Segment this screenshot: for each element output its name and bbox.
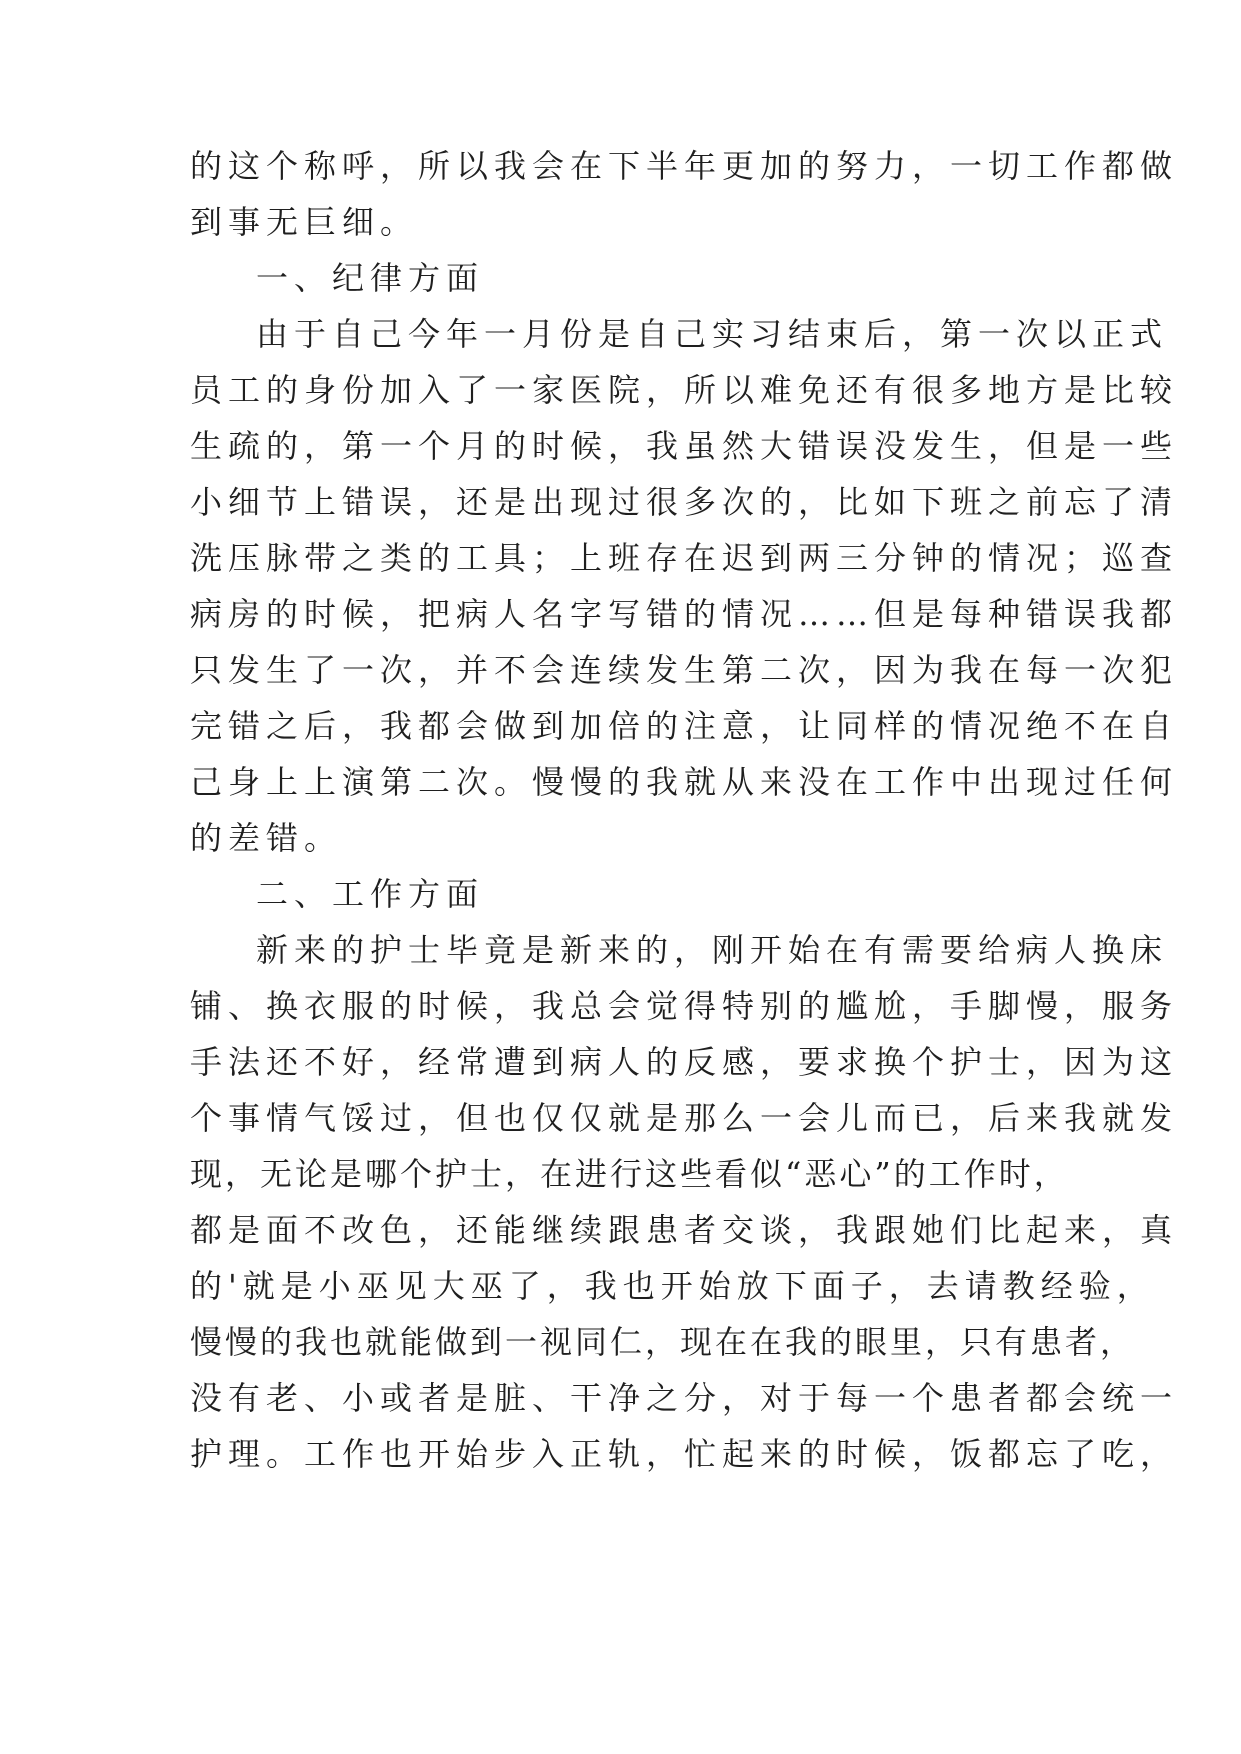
text-line: 的差错。	[190, 819, 343, 857]
section-heading-discipline: 一、纪律方面	[256, 259, 485, 297]
text-line: 护理。工作也开始步入正轨，忙起来的时候，饭都忘了吃，	[190, 1435, 1179, 1473]
text-line: 完错之后，我都会做到加倍的注意，让同样的情况绝不在自	[190, 707, 1179, 745]
text-line: 的这个称呼，所以我会在下半年更加的努力，一切工作都做	[190, 147, 1179, 185]
text-line: 病房的时候，把病人名字写错的情况……但是每种错误我都	[190, 595, 1179, 633]
text-line: 都是面不改色，还能继续跟患者交谈，我跟她们比起来，真	[190, 1211, 1179, 1249]
text-line: 手法还不好，经常遭到病人的反感，要求换个护士，因为这	[190, 1043, 1179, 1081]
section-heading-work: 二、工作方面	[256, 875, 485, 913]
text-line: 新来的护士毕竟是新来的，刚开始在有需要给病人换床	[256, 931, 1169, 969]
text-line: 生疏的，第一个月的时候，我虽然大错误没发生，但是一些	[190, 427, 1179, 465]
text-line: 只发生了一次，并不会连续发生第二次，因为我在每一次犯	[190, 651, 1179, 689]
text-line: 小细节上错误，还是出现过很多次的，比如下班之前忘了清	[190, 483, 1179, 521]
text-line: 现，无论是哪个护士，在进行这些看似“恶心”的工作时，	[190, 1155, 1069, 1193]
text-line: 个事情气馁过，但也仅仅就是那么一会儿而已，后来我就发	[190, 1099, 1179, 1137]
text-line: 员工的身份加入了一家医院，所以难免还有很多地方是比较	[190, 371, 1179, 409]
text-line: 己身上上演第二次。慢慢的我就从来没在工作中出现过任何	[190, 763, 1179, 801]
text-line: 铺、换衣服的时候，我总会觉得特别的尴尬，手脚慢，服务	[190, 987, 1179, 1025]
text-line: 慢慢的我也就能做到一视同仁，现在在我的眼里，只有患者，	[190, 1323, 1136, 1361]
text-line: 到事无巨细。	[190, 203, 419, 241]
text-line: 的'就是小巫见大巫了，我也开始放下面子，去请教经验，	[190, 1267, 1155, 1305]
text-line: 洗压脉带之类的工具；上班存在迟到两三分钟的情况；巡查	[190, 539, 1179, 577]
text-line: 没有老、小或者是脏、干净之分，对于每一个患者都会统一	[190, 1379, 1179, 1417]
text-line: 由于自己今年一月份是自己实习结束后，第一次以正式	[256, 315, 1169, 353]
